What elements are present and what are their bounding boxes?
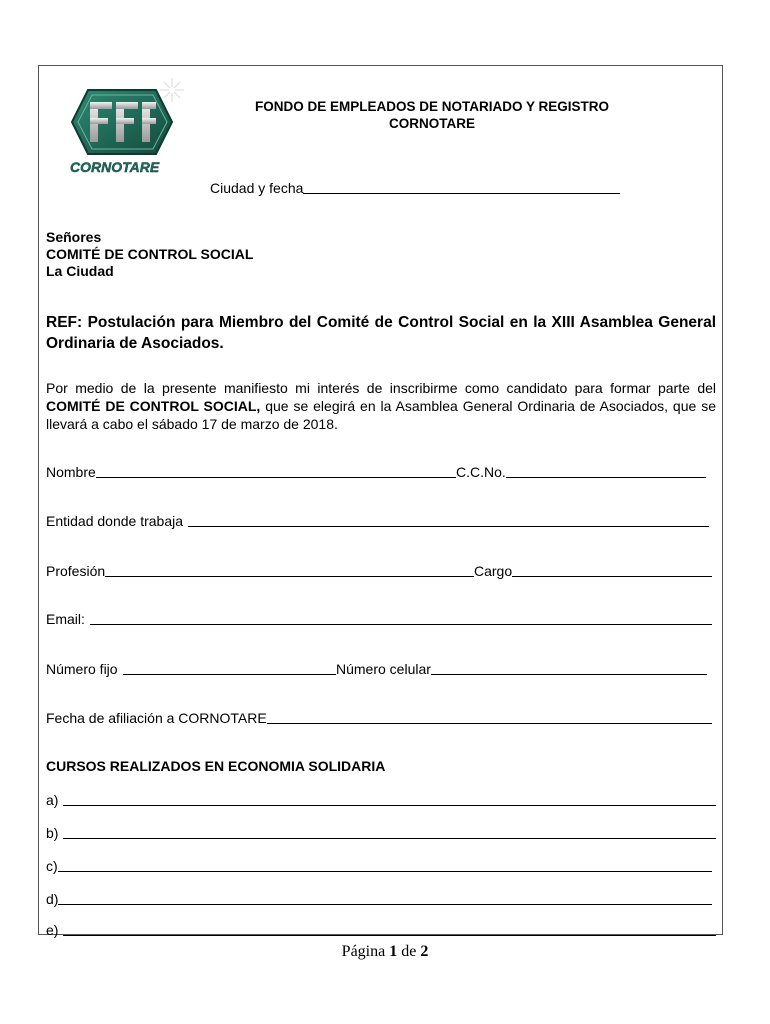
entidad-field[interactable] xyxy=(46,511,709,529)
city-date-label: Ciudad y fecha xyxy=(210,180,304,196)
course-item-label: d) xyxy=(46,891,59,907)
course-item-line[interactable] xyxy=(63,921,716,936)
numero-celular-label: Número celular xyxy=(336,661,431,677)
city-date-line[interactable] xyxy=(303,179,620,194)
cc-field[interactable] xyxy=(456,462,706,480)
numero-fijo-label: Número fijo xyxy=(46,661,118,677)
reference-subject: REF: Postulación para Miembro del Comité de Control Social en la XIII Asamblea General Ordinaria de Asociados. xyxy=(46,314,716,352)
addressee-line3: La Ciudad xyxy=(46,263,114,279)
course-item-e[interactable] xyxy=(46,920,716,938)
course-item-line[interactable] xyxy=(63,791,716,806)
nombre-label: Nombre xyxy=(46,464,96,480)
course-item-line[interactable] xyxy=(58,890,712,905)
email-field[interactable] xyxy=(46,609,712,627)
course-item-a[interactable] xyxy=(46,790,716,808)
city-date-field[interactable] xyxy=(210,178,620,196)
course-item-label: e) xyxy=(46,922,59,938)
numero-celular-field[interactable] xyxy=(336,659,707,677)
course-item-label: b) xyxy=(46,825,59,841)
fecha-afiliacion-label: Fecha de afiliación a CORNOTARE xyxy=(46,710,267,726)
cargo-label: Cargo xyxy=(474,563,513,579)
total-pages: 2 xyxy=(420,943,429,960)
header-title-line2: CORNOTARE xyxy=(389,116,475,131)
intro-bold: COMITÉ DE CONTROL SOCIAL, xyxy=(46,398,261,414)
cc-line[interactable] xyxy=(506,463,706,478)
intro-part2: que se elegirá en la Asamblea General Ordinaria de Asociados, que se llevará a cabo el sábado 17 de marzo de 2018. xyxy=(46,398,716,432)
profesion-label: Profesión xyxy=(46,563,106,579)
email-line[interactable] xyxy=(90,610,712,625)
nombre-field[interactable] xyxy=(46,462,456,480)
course-item-label: a) xyxy=(46,792,59,808)
profesion-field[interactable] xyxy=(46,561,474,579)
course-item-d[interactable] xyxy=(46,889,712,907)
cargo-line[interactable] xyxy=(512,562,712,577)
course-item-line[interactable] xyxy=(58,857,712,872)
course-item-c[interactable] xyxy=(46,856,712,874)
nombre-line[interactable] xyxy=(96,463,456,478)
profesion-line[interactable] xyxy=(105,562,474,577)
addressee-line2: COMITÉ DE CONTROL SOCIAL xyxy=(46,246,254,262)
addressee-line1: Señores xyxy=(46,229,102,245)
cargo-field[interactable] xyxy=(474,561,712,579)
course-item-line[interactable] xyxy=(63,824,716,839)
intro-paragraph xyxy=(46,379,716,433)
svg-text:CORNOTARE: CORNOTARE xyxy=(70,159,160,175)
numero-celular-line[interactable] xyxy=(431,660,707,675)
page-word: Página xyxy=(341,943,386,960)
cornotare-logo xyxy=(68,72,192,176)
course-item-b[interactable] xyxy=(46,823,716,841)
numero-fijo-field[interactable] xyxy=(46,659,336,677)
page-of: de xyxy=(401,943,417,960)
courses-title: CURSOS REALIZADOS EN ECONOMIA SOLIDARIA xyxy=(46,758,386,774)
numero-fijo-line[interactable] xyxy=(123,660,336,675)
current-page: 1 xyxy=(389,943,398,960)
entidad-line[interactable] xyxy=(188,512,709,527)
course-item-label: c) xyxy=(46,858,58,874)
entidad-label: Entidad donde trabaja xyxy=(46,513,183,529)
page-number xyxy=(0,943,770,961)
fecha-afiliacion-line[interactable] xyxy=(267,709,712,724)
email-label: Email: xyxy=(46,611,85,627)
intro-part1: Por medio de la presente manifiesto mi interés de inscribirme como candidato para formar parte del xyxy=(46,380,716,396)
cc-label: C.C.No. xyxy=(456,464,506,480)
header-title-line1: FONDO DE EMPLEADOS DE NOTARIADO Y REGISTRO xyxy=(254,99,610,114)
fecha-afiliacion-field[interactable] xyxy=(46,708,712,726)
